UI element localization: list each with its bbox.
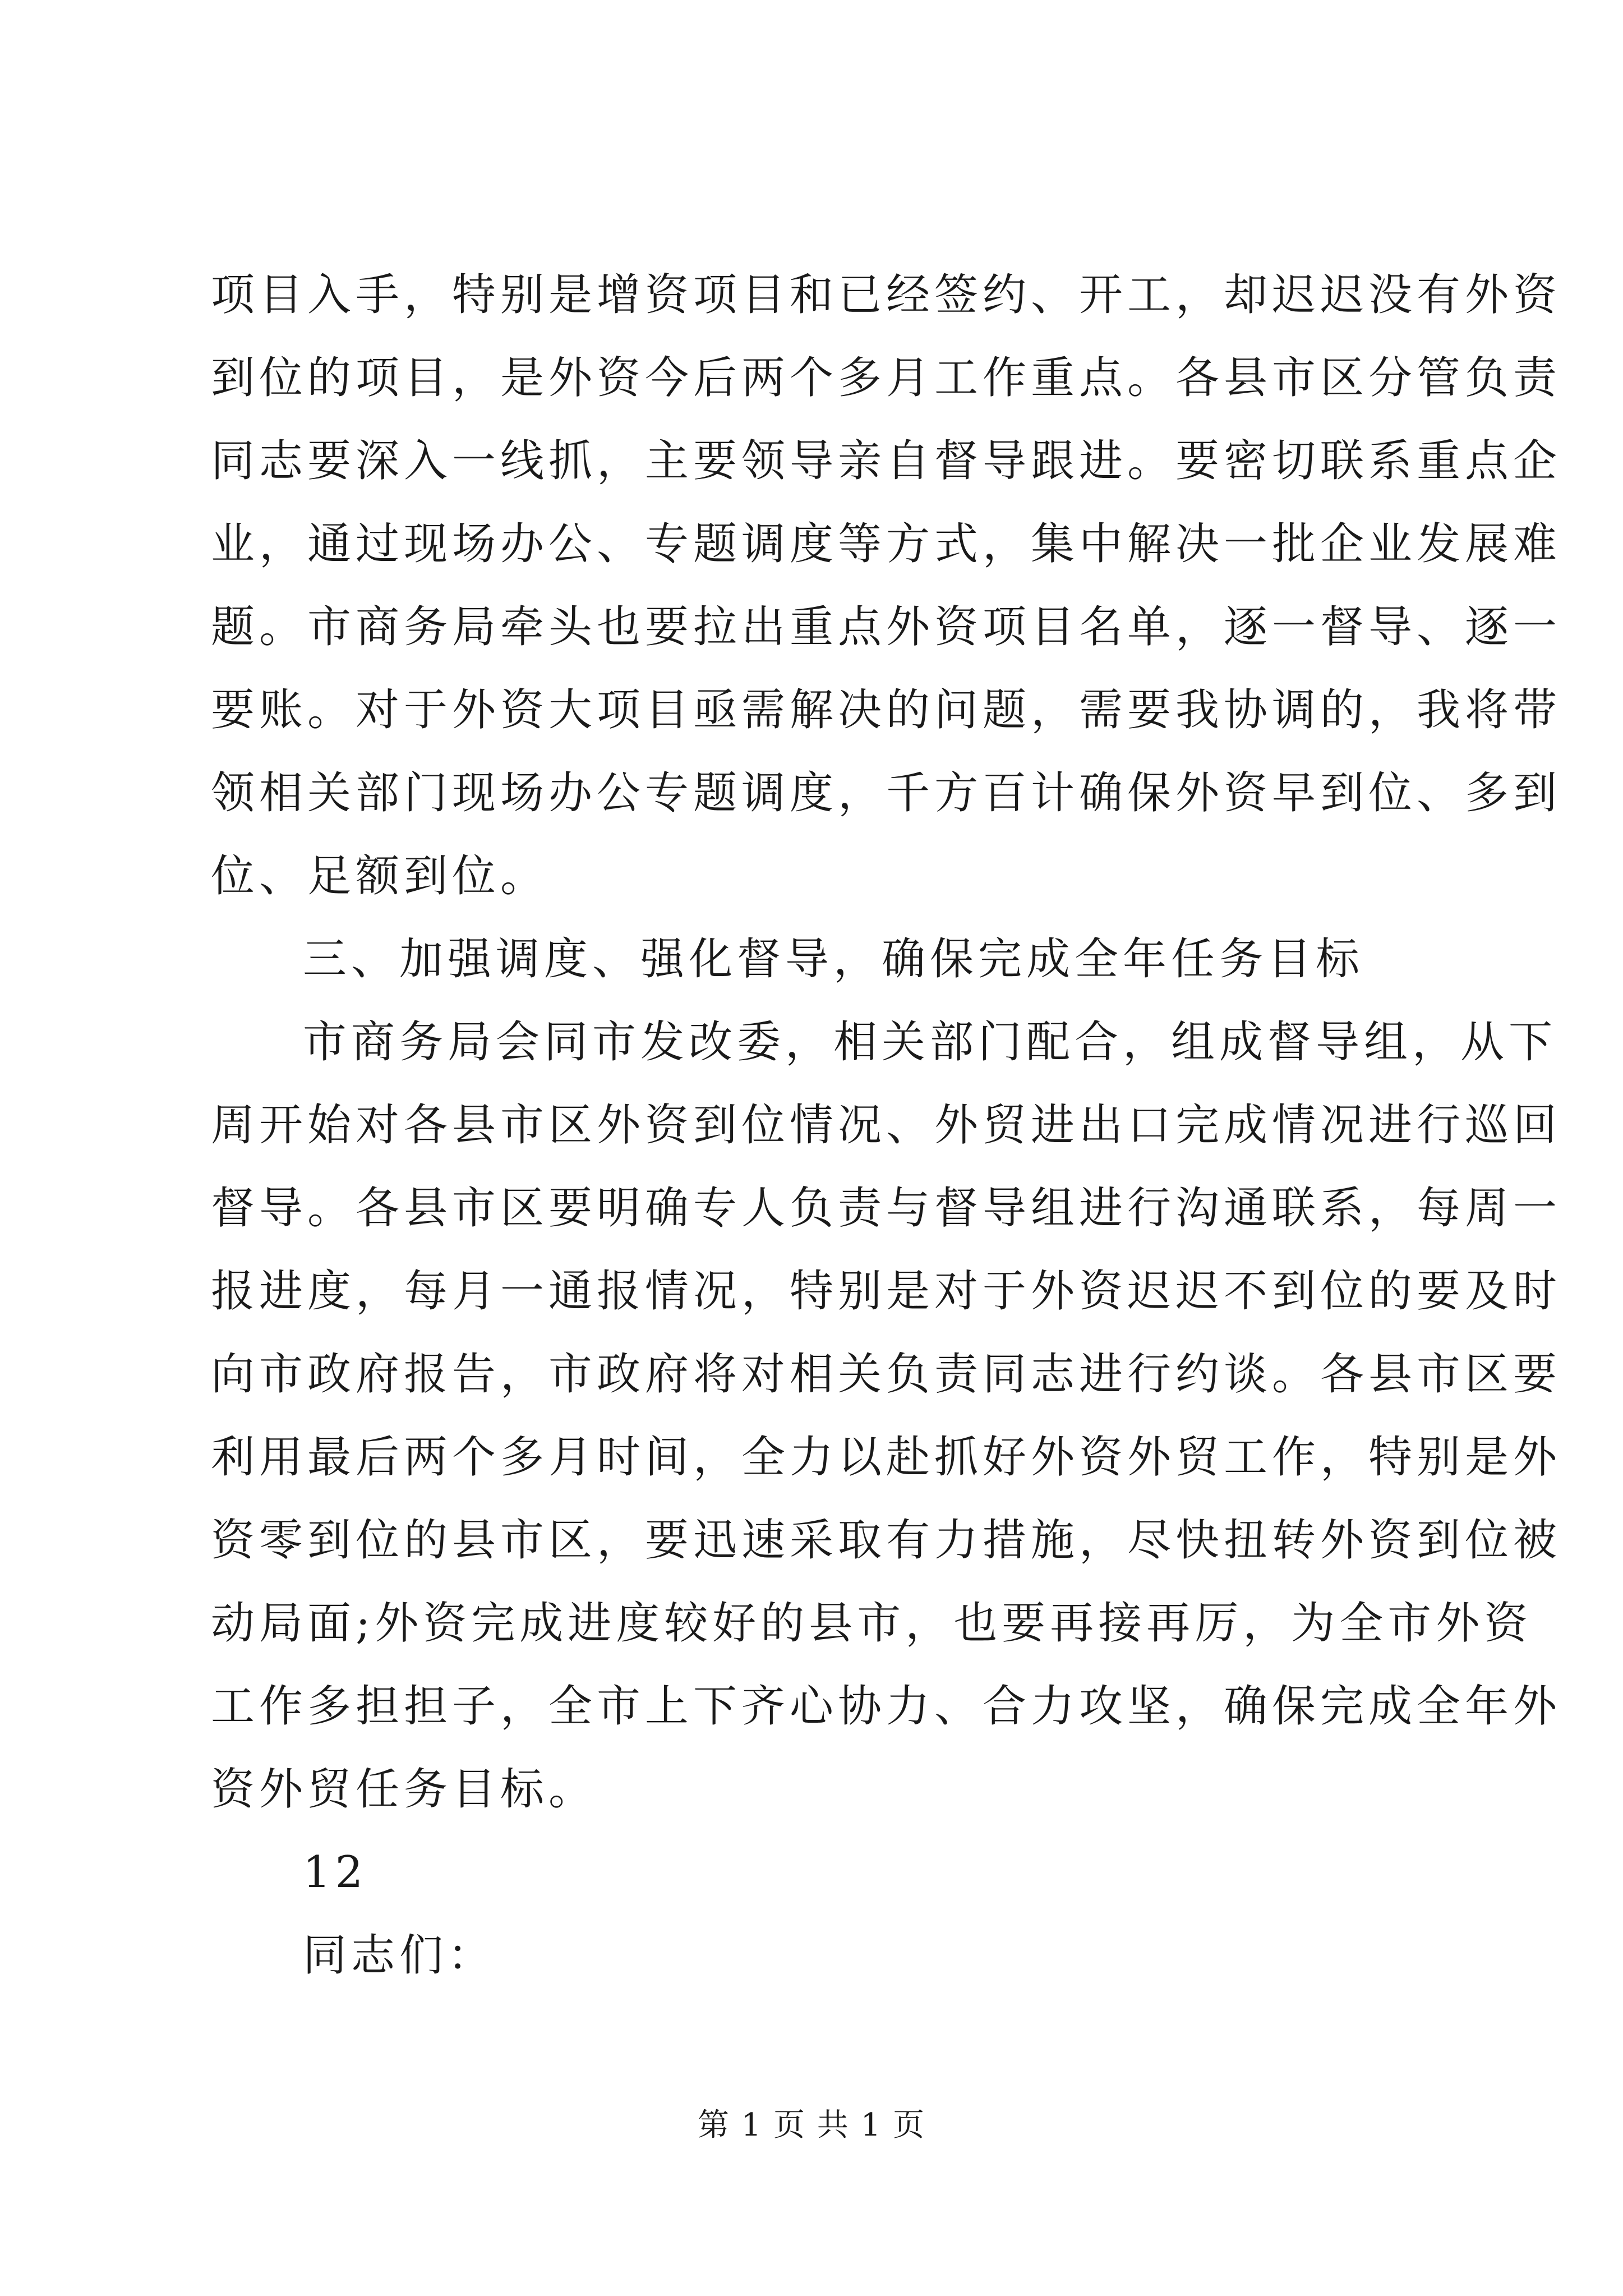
- salutation: 同志们：: [303, 1930, 496, 1981]
- text-line: 利用最后两个多月时间，全力以赴抓好外资外贸工作，特别是外: [211, 1432, 1562, 1483]
- text-line: 周开始对各县市区外资到位情况、外贸进出口完成情况进行巡回: [211, 1100, 1562, 1151]
- text-line: 项目入手，特别是增资项目和已经签约、开工，却迟迟没有外资: [211, 270, 1562, 320]
- text-line: 题。市商务局牵头也要拉出重点外资项目名单，逐一督导、逐一: [211, 602, 1562, 652]
- text-line: 业，通过现场办公、专题调度等方式，集中解决一批企业发展难: [211, 519, 1562, 569]
- text-line: 位、足额到位。: [211, 851, 549, 901]
- text-line: 同志要深入一线抓，主要领导亲自督导跟进。要密切联系重点企: [211, 436, 1562, 486]
- text-line: 督导。各县市区要明确专人负责与督导组进行沟通联系，每周一: [211, 1183, 1562, 1234]
- text-line: 要账。对于外资大项目亟需解决的问题，需要我协调的，我将带: [211, 685, 1562, 735]
- text-line: 向市政府报告，市政府将对相关负责同志进行约谈。各县市区要: [211, 1349, 1562, 1400]
- text-line: 报进度，每月一通报情况，特别是对于外资迟迟不到位的要及时: [211, 1266, 1562, 1317]
- text-line: 12: [303, 1847, 368, 1898]
- text-line: 领相关部门现场办公专题调度，千方百计确保外资早到位、多到: [211, 768, 1562, 818]
- text-line: 资零到位的县市区，要迅速采取有力措施，尽快扭转外资到位被: [211, 1515, 1562, 1566]
- section-heading: 三、加强调度、强化督导，确保完成全年任务目标: [303, 934, 1364, 984]
- text-line: 市商务局会同市发改委，相关部门配合，组成督导组，从下: [303, 1017, 1557, 1068]
- text-line: 资外贸任务目标。: [211, 1764, 597, 1815]
- text-line: 工作多担担子，全市上下齐心协力、合力攻坚，确保完成全年外: [211, 1681, 1562, 1732]
- text-line: 动局面;外资完成进度较好的县市，也要再接再厉，为全市外资: [211, 1598, 1533, 1649]
- text-line: 到位的项目，是外资今后两个多月工作重点。各县市区分管负责: [211, 353, 1562, 403]
- page-number-footer: 第 1 页 共 1 页: [697, 2107, 926, 2143]
- document-body: [211, 254, 1562, 1997]
